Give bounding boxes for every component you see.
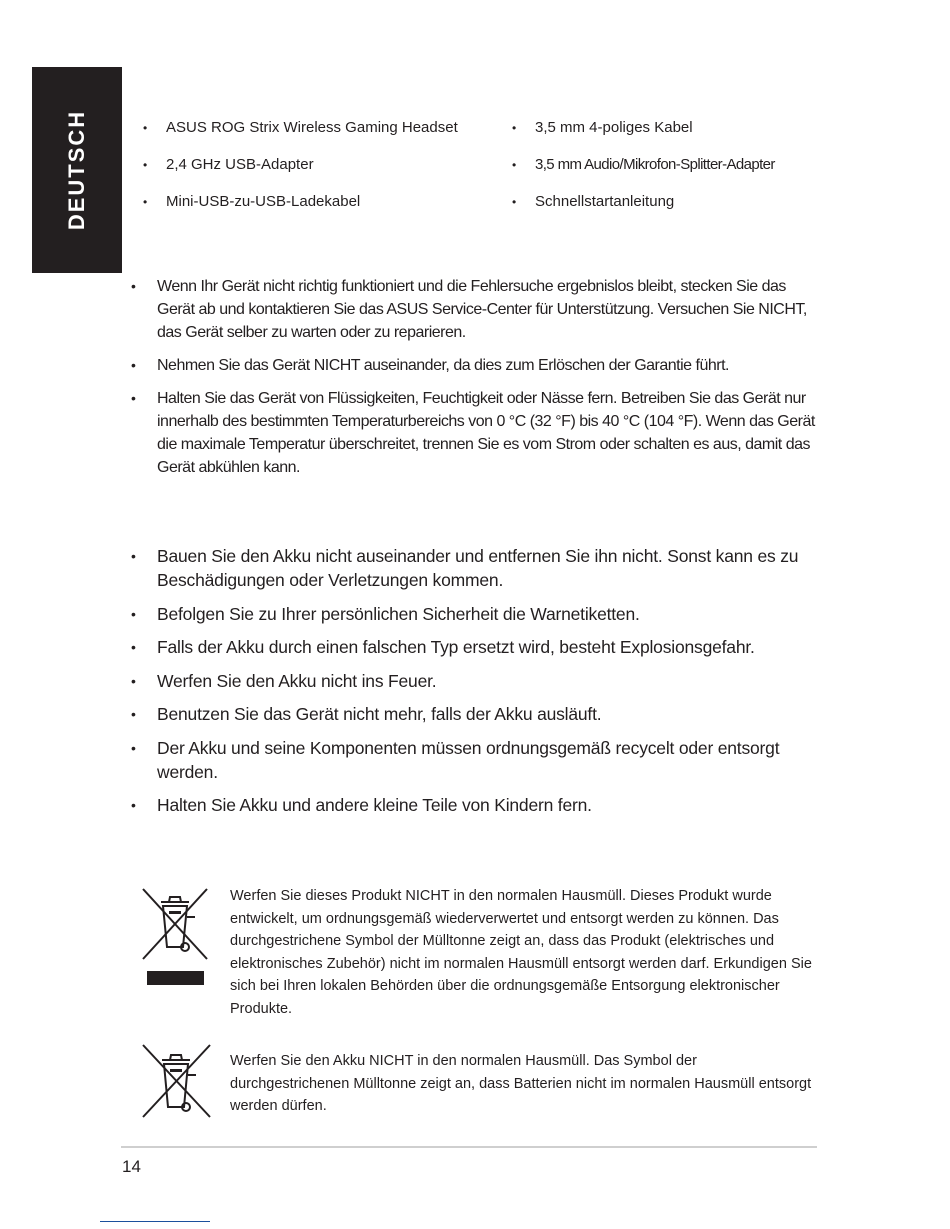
list-item: • Halten Sie Akku und andere kleine Teile von Kindern fern. [131,793,821,817]
list-item: • Mini-USB-zu-USB-Ladekabel [143,191,458,228]
list-item: • Bauen Sie den Akku nicht auseinander und entfernen Sie ihn nicht. Sonst kann es zu Beschädigungen oder Verletzungen kommen. [131,544,821,592]
list-item: • Der Akku und seine Komponenten müssen ordnungsgemäß recycelt oder entsorgt werden. [131,736,821,784]
list-item: • Halten Sie das Gerät von Flüssigkeiten, Feuchtigkeit oder Nässe fern. Betreiben Sie das Gerät nur innerhalb des bestimmten Temperaturbereichs von 0 °C (32 °F) bis 40 °C (104 °F). Wenn das Gerät die maximale Temperatur überschreitet, trennen Sie es vom Strom oder schalten es aus, damit das Gerät abkühlen kann. [131,387,821,479]
language-tab [32,67,122,273]
list-item: • Schnellstartanleitung [512,191,775,228]
battery-notes [131,544,821,827]
package-contents-right [512,117,775,228]
product-disposal-text: Werfen Sie dieses Produkt NICHT in den normalen Hausmüll. Dieses Produkt wurde entwickelt, um ordnungsgemäß wiederverwertet und entsorgt werden zu können. Das durchgestrichene Symbol der Mülltonne zeigt an, dass das Produkt (elektrisches und elektronisches Zubehör) nicht im normalen Hausmüll entsorgt werden darf. Erkundigen Sie sich bei Ihren lokalen Behörden über die ordnungsgemäße Entsorgung elektronischer Produkte. [230,888,812,1017]
separate-collection-bar [147,971,204,985]
page-number: 14 [122,1157,141,1176]
bottom-rule [100,1221,210,1222]
list-item: • Falls der Akku durch einen falschen Typ ersetzt wird, besteht Explosionsgefahr. [131,635,821,659]
package-contents-left [143,117,458,228]
list-item: • Nehmen Sie das Gerät NICHT auseinander, da dies zum Erlöschen der Garantie führt. [131,354,821,377]
list-item: • Benutzen Sie das Gerät nicht mehr, falls der Akku ausläuft. [131,702,821,726]
list-item: • ASUS ROG Strix Wireless Gaming Headset [143,117,458,154]
list-item: • Werfen Sie den Akku nicht ins Feuer. [131,669,821,693]
list-item: • 3,5 mm 4-poliges Kabel [512,117,775,154]
safety-notes [131,275,821,489]
footer-divider [121,1146,817,1148]
list-item: • Befolgen Sie zu Ihrer persönlichen Sicherheit die Warnetiketten. [131,602,821,626]
list-item: • 2,4 GHz USB-Adapter [143,154,458,191]
list-item: • Wenn Ihr Gerät nicht richtig funktioniert und die Fehlersuche ergebnislos bleibt, stecken Sie das Gerät ab und kontaktieren Sie das ASUS Service-Center für Unterstützung. Versuchen Sie NICHT, das Gerät selber zu warten oder zu reparieren. [131,275,821,344]
crossed-out-wheelie-bin-icon [140,1043,212,1119]
battery-disposal-text: Werfen Sie den Akku NICHT in den normalen Hausmüll. Das Symbol der durchgestrichenen Mülltonne zeigt an, dass Batterien nicht im normalen Hausmüll entsorgt werden dürfen. [230,1053,812,1115]
language-label: DEUTSCH [64,109,89,231]
crossed-out-wheelie-bin-icon [139,887,211,961]
list-item: • 3,5 mm Audio/Mikrofon-Splitter-Adapter [512,154,775,191]
